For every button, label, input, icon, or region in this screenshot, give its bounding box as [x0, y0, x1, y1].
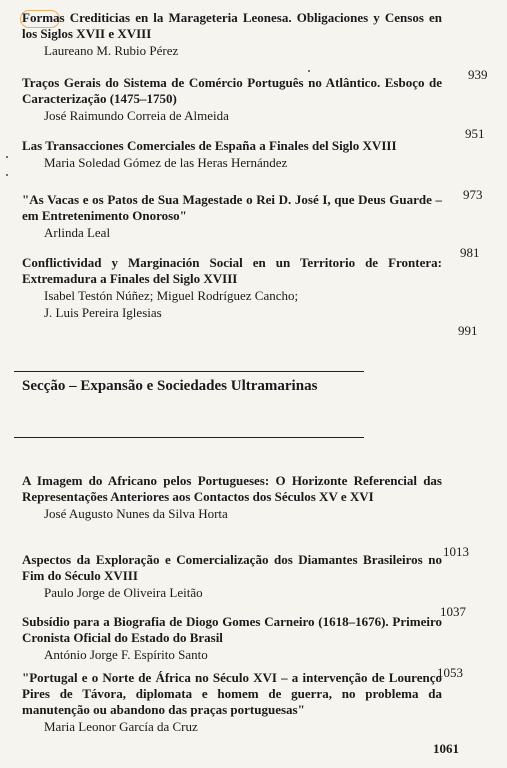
scan-speck	[6, 174, 8, 176]
entry-author	[22, 107, 442, 124]
entry-title: Aspectos da Exploração e Comercialização dos Diamantes Brasileiros no Fim do Século XVIII	[22, 552, 442, 583]
entry-title: Conflictividad y Marginación Social en un Territorio de Frontera: Extremadura a Finales del Siglo XVIII	[22, 255, 442, 286]
scan-speck	[6, 156, 8, 158]
toc-entry	[22, 552, 442, 601]
author-name: Laureano M. Rubio Pérez	[44, 43, 179, 58]
entry-author	[22, 154, 442, 171]
author-name: J. Luis Pereira Iglesias	[44, 305, 162, 320]
toc-entry	[22, 10, 442, 59]
entry-author	[22, 718, 442, 735]
entry-page-number: 991	[458, 323, 478, 338]
author-name: António Jorge F. Espírito Santo	[44, 647, 208, 662]
entry-page-number: 939	[468, 67, 488, 82]
entry-page-number: 1037	[440, 604, 466, 619]
author-name: Maria Soledad Gómez de las Heras Hernández	[44, 155, 288, 170]
entry-title: A Imagem do Africano pelos Portugueses: O Horizonte Referencial das Representações Anteriores aos Contactos dos Séculos XV e XVI	[22, 473, 442, 504]
entry-author	[22, 505, 442, 522]
entry-title: Subsídio para a Biografia de Diogo Gomes Carneiro (1618–1676). Primeiro Cronista Oficial do Estado do Brasil	[22, 614, 442, 645]
entry-page-number: 1053	[437, 665, 463, 680]
author-name: Maria Leonor García da Cruz	[44, 719, 198, 734]
toc-entry	[22, 192, 442, 241]
toc-entry	[22, 75, 442, 124]
scan-speck	[308, 70, 310, 72]
entry-page-number: 973	[463, 187, 483, 202]
entry-page-number: 951	[465, 126, 485, 141]
author-name: Arlinda Leal	[44, 225, 111, 240]
entry-author	[22, 224, 442, 241]
entry-title: Las Transacciones Comerciales de España a Finales del Siglo XVIII	[22, 138, 397, 153]
entry-author	[22, 42, 442, 59]
entry-page-number: 1013	[443, 544, 469, 559]
entry-page-number: 981	[460, 245, 480, 260]
author-name: Isabel Testón Núñez; Miguel Rodríguez Cancho;	[44, 288, 299, 303]
entry-author	[22, 287, 442, 321]
entry-title: Formas Crediticias en la Marageteria Leonesa. Obligaciones y Censos en los Siglos XVII e XVIII	[22, 10, 442, 41]
entry-author	[22, 646, 442, 663]
entry-author	[22, 584, 442, 601]
author-name: José Raimundo Correia de Almeida	[44, 108, 229, 123]
author-name: Paulo Jorge de Oliveira Leitão	[44, 585, 203, 600]
toc-entry	[22, 138, 442, 171]
entry-title: Traços Gerais do Sistema de Comércio Português no Atlântico. Esboço de Caracterização (1475–1750)	[22, 75, 442, 106]
entry-page-number: 1061	[433, 741, 459, 756]
author-name: José Augusto Nunes da Silva Horta	[44, 506, 228, 521]
section-heading: Secção – Expansão e Sociedades Ultramarinas	[22, 378, 318, 394]
toc-entry	[22, 614, 442, 663]
section-rule-bottom	[14, 437, 364, 438]
entry-title: "Portugal e o Norte de África no Século XVI – a intervenção de Lourenço Pires de Távora, diplomata e homem de guerra, no problema da manutenção ou abandono das praças portuguesas"	[22, 670, 442, 717]
toc-entry	[22, 670, 442, 735]
section-rule-top	[14, 371, 364, 372]
toc-entry	[22, 473, 442, 522]
entry-title: "As Vacas e os Patos de Sua Magestade o Rei D. José I, que Deus Guarde – em Entretenimento Onoroso"	[22, 192, 442, 223]
toc-entry	[22, 255, 442, 321]
